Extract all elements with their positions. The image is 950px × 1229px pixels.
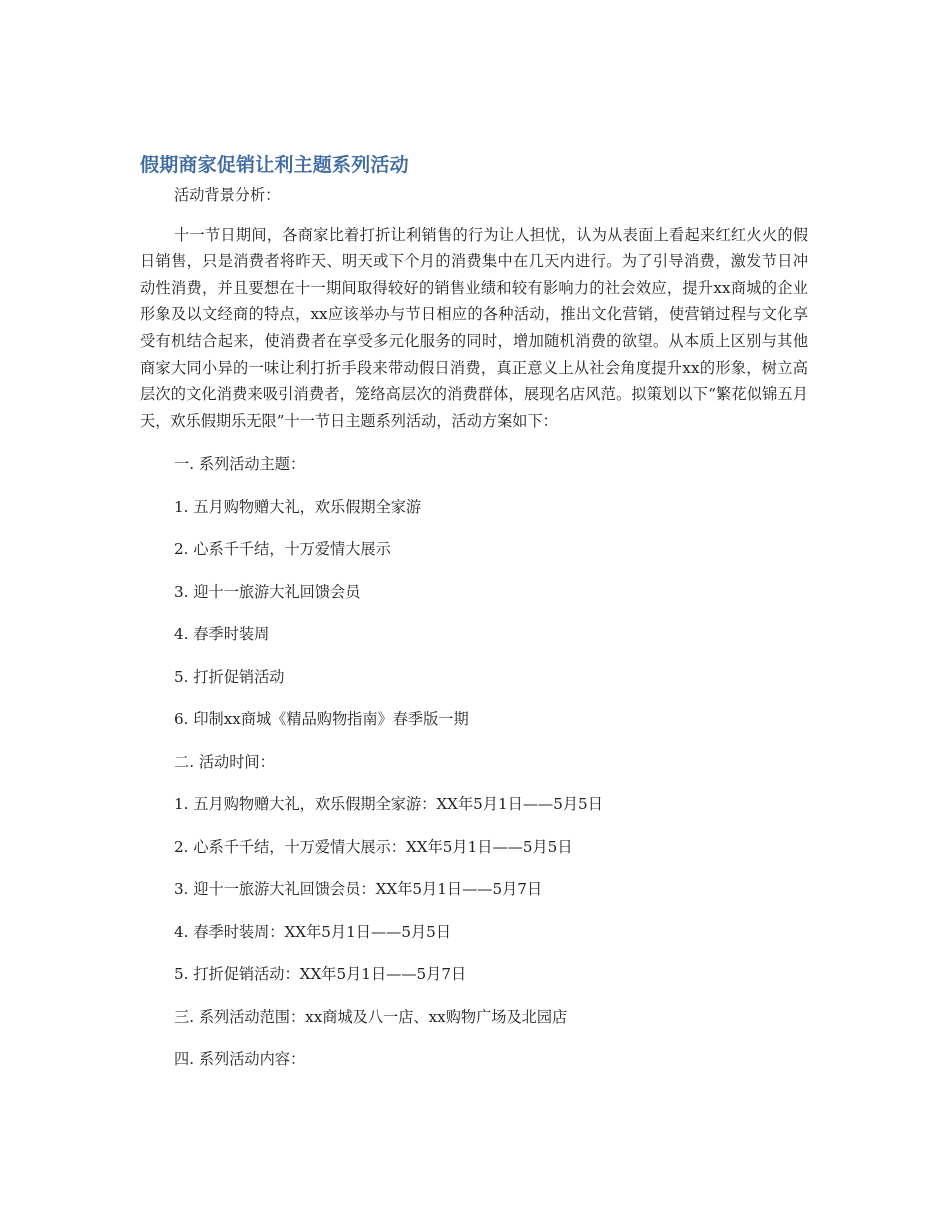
theme-item-4: 4. 春季时装周 xyxy=(174,625,270,644)
background-paragraph: 十一节日期间，各商家比着打折让利销售的行为让人担忧，认为从表面上看起来红红火火的假日销售，只是消费者将昨天、明天或下个月的消费集中在几天内进行。为了引导消费，激发节日冲动性消费，并且要想在十一期间取得较好的销售业绩和较有影响力的社会效应，提升xx商城的企业形象及以文经商的特点，xx应该举办与节日相应的各种活动，推出文化营销，使营销过程与文化享受有机结合起来，使消费者在享受多元化服务的同时，增加随机消费的欲望。从本质上区别与其他商家大同小异的一味让利打折手段来带动假日消费，真正意义上从社会角度提升xx的形象，树立高层次的文化消费来吸引消费者，笼络高层次的消费群体，展现名店风范。拟策划以下“繁花似锦五月天，欢乐假期乐无限”十一节日主题系列活动，活动方案如下： xyxy=(140,225,808,430)
theme-item-5: 5. 打折促销活动 xyxy=(174,667,285,686)
theme-item-6: 6. 印制xx商城《精品购物指南》春季版一期 xyxy=(174,710,469,729)
theme-item-3: 3. 迎十一旅游大礼回馈会员 xyxy=(174,582,361,601)
time-item-2: 2. 心系千千结，十万爱情大展示：XX年5月1日——5月5日 xyxy=(174,837,573,856)
section-heading-themes: 一. 系列活动主题： xyxy=(174,455,306,474)
document-page xyxy=(140,148,808,1073)
time-item-3: 3. 迎十一旅游大礼回馈会员：XX年5月1日——5月7日 xyxy=(174,880,543,899)
time-item-4: 4. 春季时装周：XX年5月1日——5月5日 xyxy=(174,922,452,941)
section-heading-time: 二. 活动时间： xyxy=(174,752,275,771)
background-label: 活动背景分析： xyxy=(174,186,281,204)
time-item-1: 1. 五月购物赠大礼，欢乐假期全家游：XX年5月1日——5月5日 xyxy=(174,795,603,814)
time-item-5: 5. 打折促销活动：XX年5月1日——5月7日 xyxy=(174,965,467,984)
theme-item-2: 2. 心系千千结，十万爱情大展示 xyxy=(174,540,391,559)
section-heading-scope: 三. 系列活动范围：xx商城及八一店、xx购物广场及北园店 xyxy=(174,1007,568,1026)
theme-item-1: 1. 五月购物赠大礼，欢乐假期全家游 xyxy=(174,497,422,516)
document-title: 假期商家促销让利主题系列活动 xyxy=(140,154,409,176)
section-heading-content: 四. 系列活动内容： xyxy=(174,1050,306,1069)
